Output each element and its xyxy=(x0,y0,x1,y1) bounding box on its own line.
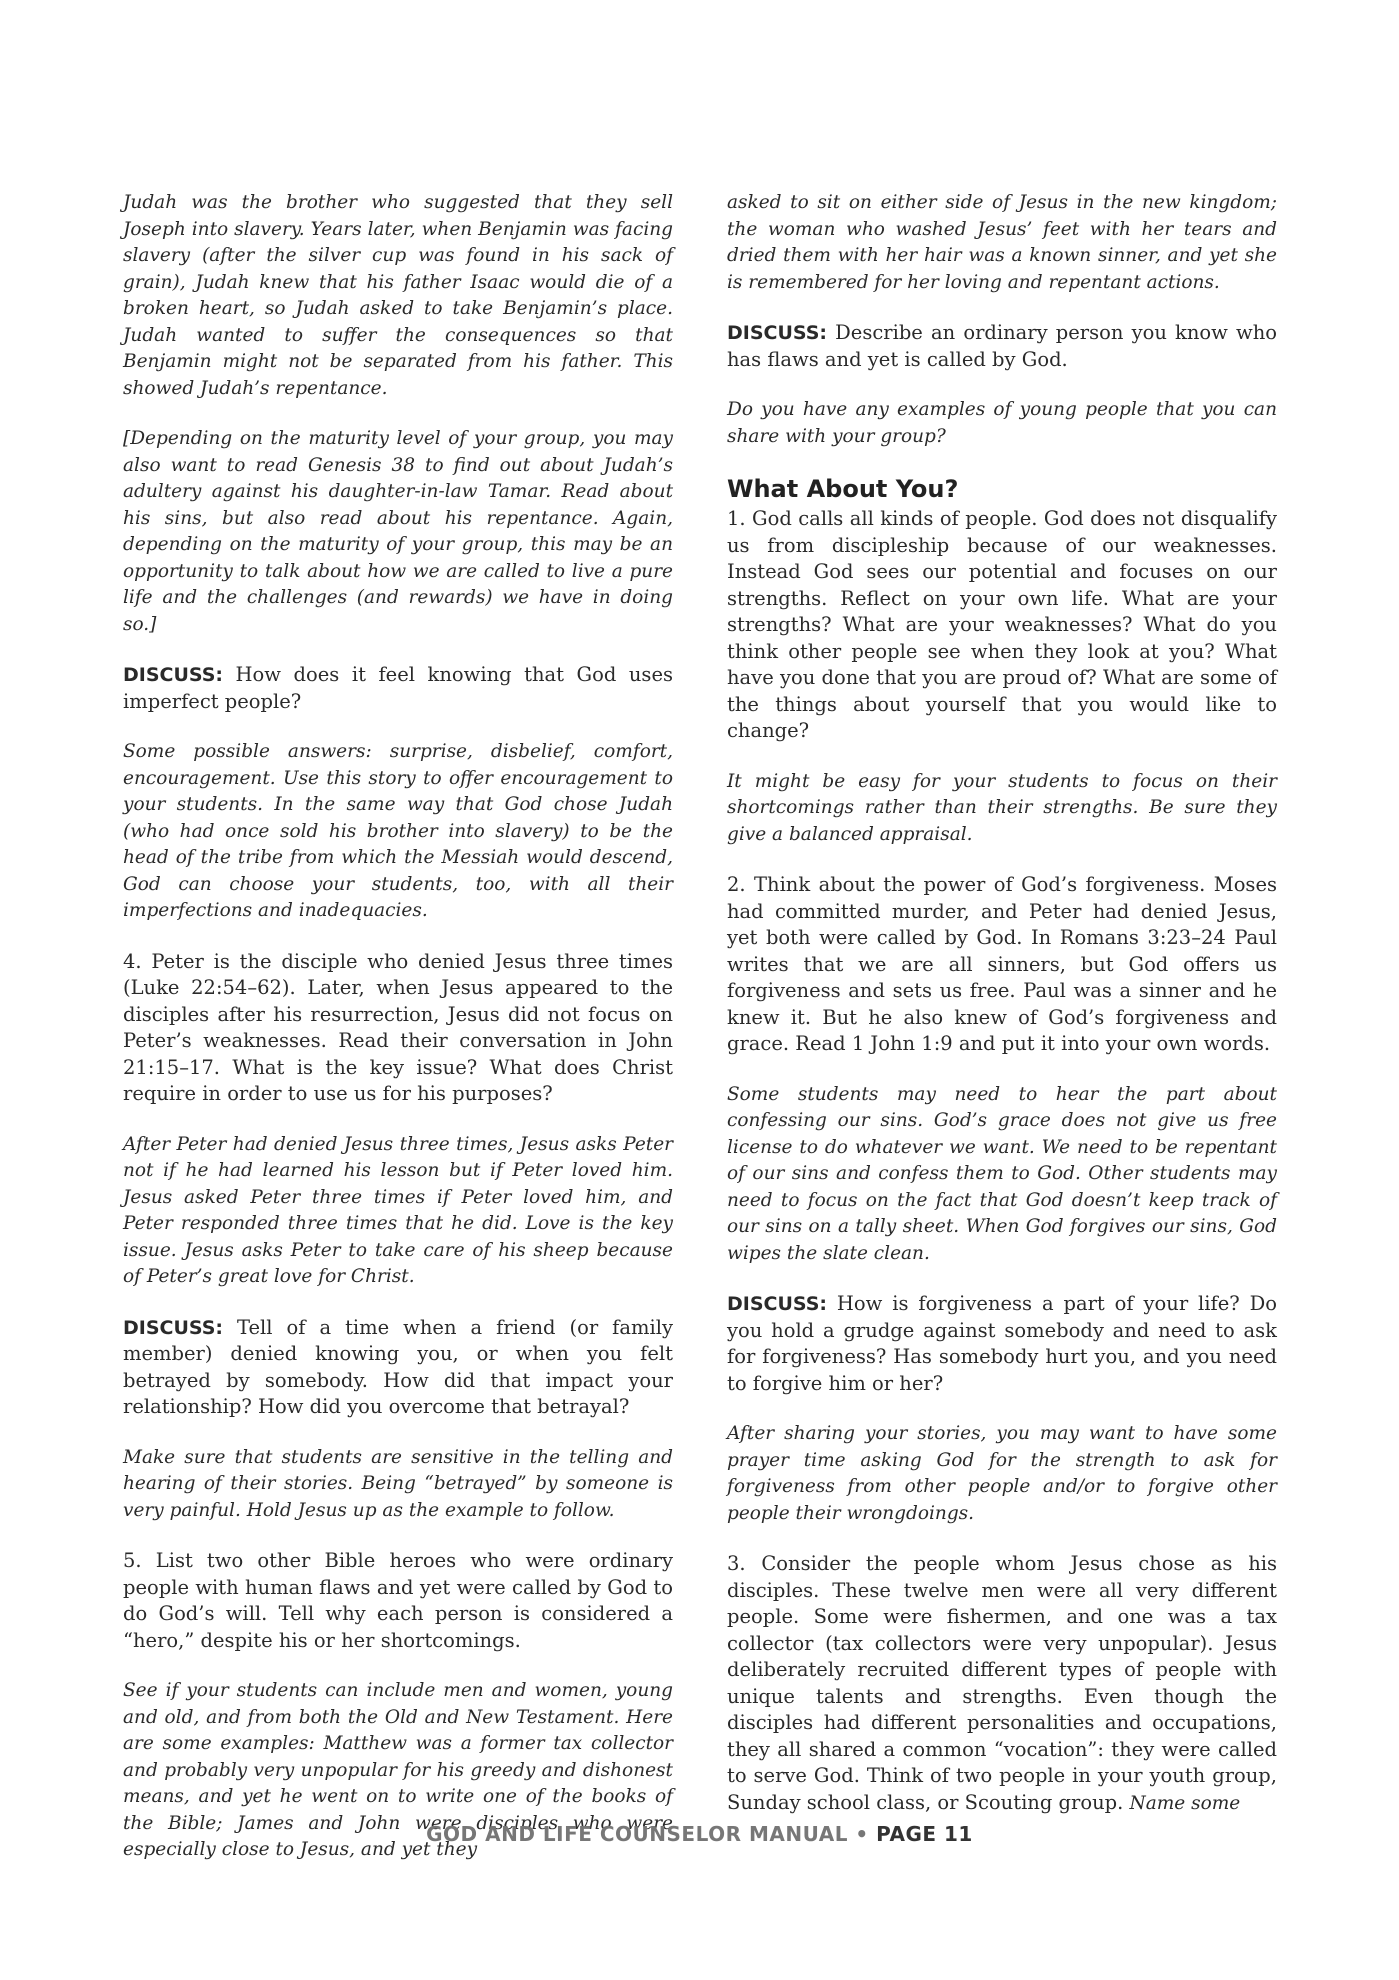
question-4-peter: 4. Peter is the disciple who denied Jesus three times (Luke 22:54–62). Later, when Jesus appeared to the disciples after his resurrection, Jesus did not focus on Peter’s weaknesses. Read their conversation in John 21:15–17. What is the key issue? What does Christ require in order to use us for his purposes? xyxy=(123,949,673,1105)
question-3-italic-tail: Name some xyxy=(1129,1792,1241,1814)
discuss-forgiveness xyxy=(727,1291,1277,1397)
discuss-ordinary-person xyxy=(727,320,1277,373)
paragraph-genesis-note: [Depending on the maturity level of your group, you may also want to read Genesis 38 to find out about Judah’s adultery against his daughter-in-law Tamar. Read about his sins, but also read about his repentance. Again, depending on the maturity of your group, this may be an opportunity to talk about how we are called to live a pure life and the challenges (and rewards) we have in doing so.] xyxy=(123,428,673,635)
question-2-forgiveness: 2. Think about the power of God’s forgiveness. Moses had committed murder, and Peter had denied Jesus, yet both were called by God. In Romans 3:23–24 Paul writes that we are all sinners, but God offers us forgiveness and sets us free. Paul was a sinner and he knew it. But he also knew of God’s forgiveness and grace. Read 1 John 1:9 and put it into your own words. xyxy=(727,873,1277,1055)
discuss-label: DISCUSS: xyxy=(727,1293,828,1315)
paragraph-sensitive: Make sure that students are sensitive in the telling and hearing of their stories. Being “betrayed” by someone is very painful. Hold Jesus up as the example to follow. xyxy=(123,1446,673,1521)
section-heading: What About You? xyxy=(727,475,959,503)
paragraph-prayer-time: After sharing your stories, you may want to have some prayer time asking God for the strength to ask for forgiveness from other people and/or to forgive other people their wrongdoings. xyxy=(727,1423,1277,1524)
discuss-label: DISCUSS: xyxy=(123,1316,224,1339)
question-5-heroes: 5. List two other Bible heroes who were ordinary people with human flaws and yet were called by God to do God’s will. Tell why each person is considered a “hero,” despite his or her shortcomings. xyxy=(123,1549,673,1652)
paragraph-possible-answers: Some possible answers: surprise, disbelief, comfort, encouragement. Use this story to offer encouragement to your students. In the same way that God chose Judah (who had once sold his brother into slavery) to be the head of the tribe from which the Messiah would descend, God can choose your students, too, with all their imperfections and inadequacies. xyxy=(123,741,673,921)
paragraph-continuation: asked to sit on either side of Jesus in the new kingdom; the woman who washed Jesus’ feet with her tears and dried them with her hair was a known sinner, and yet she is remembered for her loving and repentant actions. xyxy=(727,192,1277,293)
right-column xyxy=(727,190,1277,1817)
paragraph-peter-answer: After Peter had denied Jesus three times, Jesus asks Peter not if he had learned his lesson but if Peter loved him. Jesus asked Peter three times if Peter loved him, and Peter responded three times that he did. Love is the key issue. Jesus asks Peter to take care of his sheep because of Peter’s great love for Christ. xyxy=(123,1133,673,1287)
page-number: PAGE 11 xyxy=(876,1822,973,1846)
footer-title: GOD AND LIFE COUNSELOR MANUAL xyxy=(426,1822,848,1846)
page-footer xyxy=(0,1822,1399,1846)
question-1-strengths: 1. God calls all kinds of people. God does not disqualify us from discipleship because of our weaknesses. Instead God sees our potential and focuses on our strengths. Reflect on your own life. What are your strengths? What are your weaknesses? What do you think other people see when they look at you? What have you done that you are proud of? What are some of the things about yourself that you would like to change? xyxy=(727,507,1277,742)
paragraph-confessing: Some students may need to hear the part about confessing our sins. God’s grace does not give us free license to do whatever we want. We need to be repentant of our sins and confess them to God. Other students may need to focus on the fact that God doesn’t keep track of our sins on a tally sheet. When God forgives our sins, God wipes the slate clean. xyxy=(727,1083,1277,1264)
question-3-disciples xyxy=(727,1551,1277,1817)
paragraph-young-people: Do you have any examples of young people that you can share with your group? xyxy=(727,399,1277,447)
discuss-label: DISCUSS: xyxy=(123,664,224,686)
discuss-text: How does it feel knowing that God uses imperfect people? xyxy=(123,663,673,713)
discuss-imperfect-people xyxy=(123,662,673,715)
paragraph-judah: Judah was the brother who suggested that they sell Joseph into slavery. Years later, when Benjamin was facing slavery (after the silver cup was found in his sack of grain), Judah knew that his father Isaac would die of a broken heart, so Judah asked to take Benjamin’s place. Judah wanted to suffer the consequences so that Benjamin might not be separated from his father. This showed Judah’s repentance. xyxy=(123,192,673,399)
discuss-label: DISCUSS: xyxy=(727,322,828,344)
discuss-text: How is forgiveness a part of your life? Do you hold a grudge against somebody and need to ask for forgiveness? Has somebody hurt you, and you need to forgive him or her? xyxy=(727,1292,1277,1395)
paragraph-examples: See if your students can include men and women, young and old, and from both the Old and New Testament. Here are some examples: Matthew was a former tax collector and probably very unpopular for his greedy and dishonest means, and yet he went on to write one of the books of the Bible; James and John were disciples who were especially close to Jesus, and yet they xyxy=(123,1680,673,1860)
discuss-text: Describe an ordinary person you know who has flaws and yet is called by God. xyxy=(727,321,1277,371)
discuss-text: Tell of a time when a friend (or family member) denied knowing you, or when you felt betrayed by somebody. How did that impact your relationship? How did you overcome that betrayal? xyxy=(123,1315,673,1418)
question-3-text: 3. Consider the people whom Jesus chose as his disciples. These twelve men were all very different people. Some were fishermen, and one was a tax collector (tax collectors were very unpopular). Jesus deliberately recruited different types of people with unique talents and strengths. Even though the disciples had different personalities and occupations, they all shared a common “vocation”: they were called to serve God. Think of two people in your youth group, Sunday school class, or Scouting group. xyxy=(727,1552,1277,1814)
left-column xyxy=(123,190,673,1864)
paragraph-balanced-appraisal: It might be easy for your students to focus on their shortcomings rather than their strengths. Be sure they give a balanced appraisal. xyxy=(727,770,1277,845)
footer-separator: • xyxy=(847,1822,877,1846)
discuss-betrayal xyxy=(123,1315,673,1421)
